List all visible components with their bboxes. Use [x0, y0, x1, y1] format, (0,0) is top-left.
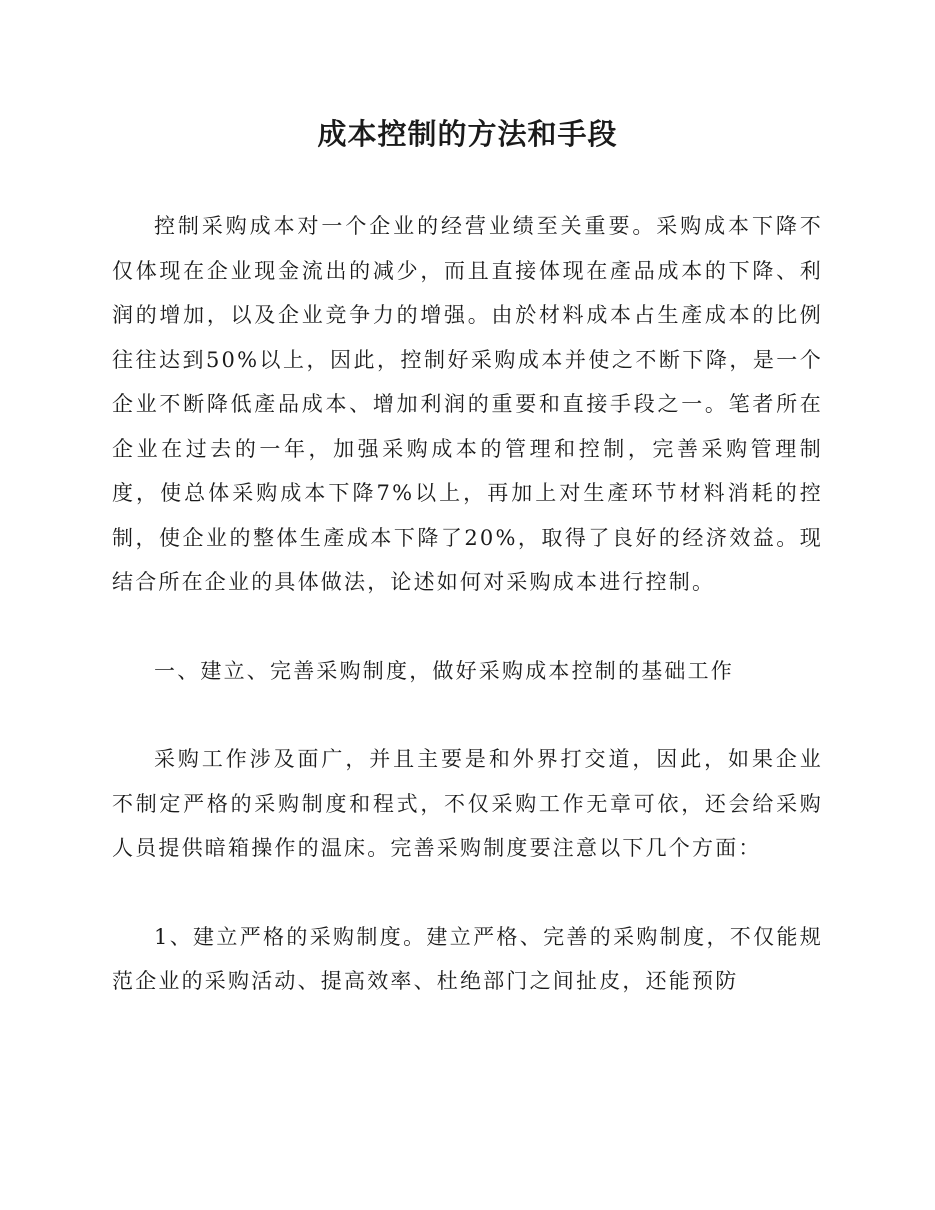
section-paragraph: 采购工作涉及面广，并且主要是和外界打交道，因此，如果企业不制定严格的采购制度和程式，不仅采购工作无章可依，还会给采购人员提供暗箱操作的温床。完善采购制度要注意以下几个方面： — [112, 747, 823, 860]
document-title: 成本控制的方法和手段 — [317, 117, 618, 151]
list-item-paragraph: 1、建立严格的采购制度。建立严格、完善的采购制度，不仅能规范企业的采购活动、提高效率、杜绝部门之间扯皮，还能预防 — [112, 924, 823, 993]
intro-paragraph: 控制采购成本对一个企业的经营业绩至关重要。采购成本下降不仅体现在企业现金流出的减少，而且直接体现在產品成本的下降、利润的增加，以及企业竞争力的增强。由於材料成本占生產成本的比例往往达到50%以上，因此，控制好采购成本并使之不断下降，是一个企业不断降低產品成本、增加利润的重要和直接手段之一。笔者所在企业在过去的一年，加强采购成本的管理和控制，完善采购管理制度，使总体采购成本下降7%以上，再加上对生產环节材料消耗的控制，使企业的整体生產成本下降了20%，取得了良好的经济效益。现结合所在企业的具体做法，论述如何对采购成本进行控制。 — [112, 214, 823, 594]
section-heading: 一、建立、完善采购制度，做好采购成本控制的基础工作 — [154, 658, 734, 683]
